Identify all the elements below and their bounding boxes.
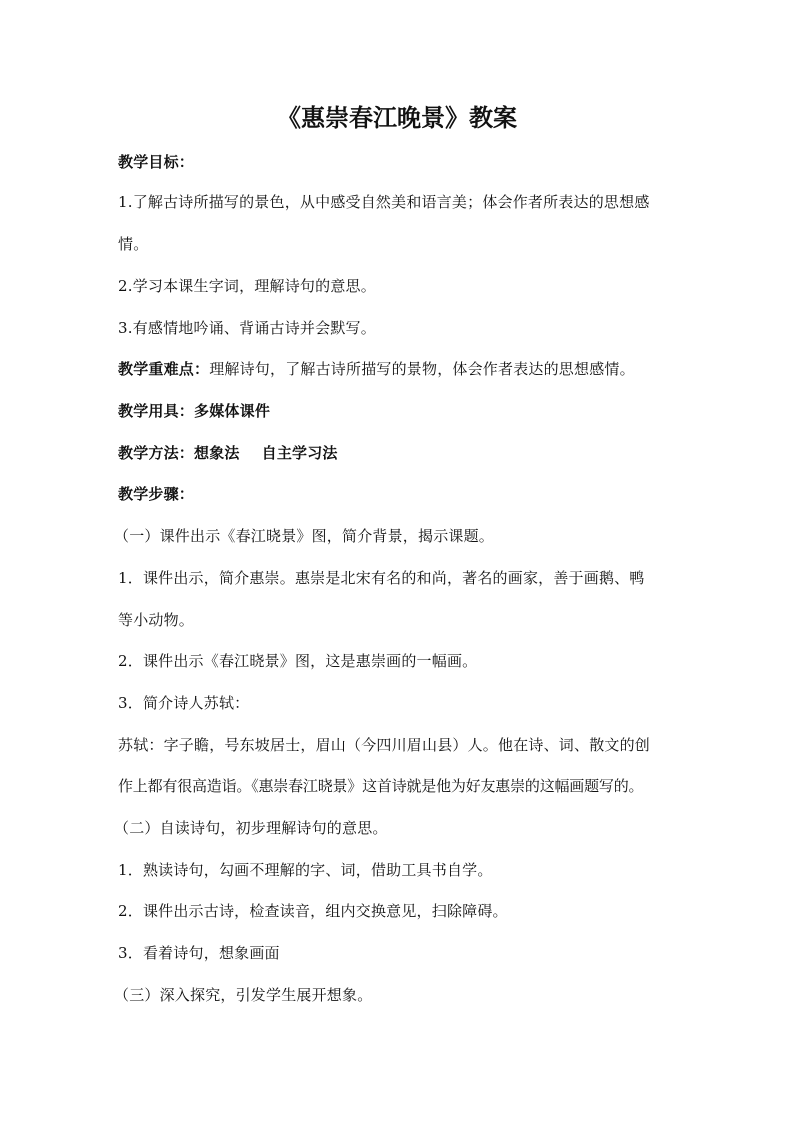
tools-row bbox=[118, 399, 270, 423]
goal-item-1-line-2: 情。 bbox=[118, 235, 149, 253]
steps-label: 教学步骤： bbox=[118, 485, 195, 503]
goal-item-3: 3.有感情地吟诵、背诵古诗并会默写。 bbox=[118, 319, 376, 337]
key-points-text: 理解诗句，了解古诗所描写的景物，体会作者表达的思想感情。 bbox=[209, 360, 635, 378]
step-part-1-item-1-line-2: 等小动物。 bbox=[118, 611, 195, 629]
step-part-2-item-2: 2．课件出示古诗，检查读音，组内交换意见，扫除障碍。 bbox=[118, 902, 508, 920]
tools-label: 教学用具： bbox=[118, 402, 195, 420]
step-part-2-heading: （二）自读诗句，初步理解诗句的意思。 bbox=[114, 819, 388, 837]
goal-item-2: 2.学习本课生字词，理解诗句的意思。 bbox=[118, 277, 376, 295]
su-shi-bio-line-1: 苏轼：字子瞻，号东坡居士，眉山（今四川眉山县）人。他在诗、词、散文的创 bbox=[118, 736, 651, 754]
method-1: 想象法 bbox=[194, 444, 240, 462]
step-part-1-item-3: 3．简介诗人苏轼： bbox=[118, 694, 250, 712]
step-part-2-item-3: 3．看着诗句，想象画面 bbox=[118, 944, 280, 962]
key-points-row bbox=[118, 357, 635, 381]
key-points-label: 教学重难点： bbox=[118, 360, 210, 378]
step-part-3-heading: （三）深入探究，引发学生展开想象。 bbox=[114, 986, 373, 1004]
document-title: 《惠崇春江晚景》教案 bbox=[277, 103, 517, 132]
methods-row bbox=[118, 441, 338, 465]
tools-text: 多媒体课件 bbox=[194, 402, 271, 420]
step-part-1-heading: （一）课件出示《春江晓景》图，简介背景，揭示课题。 bbox=[114, 527, 495, 545]
goal-item-1-line-1: 1.了解古诗所描写的景色，从中感受自然美和语言美；体会作者所表达的思想感 bbox=[118, 193, 650, 211]
methods-label: 教学方法： bbox=[118, 444, 195, 462]
step-part-1-item-1-line-1: 1．课件出示，简介惠崇。惠崇是北宋有名的和尚，著名的画家，善于画鹅、鸭 bbox=[118, 569, 645, 587]
goals-label: 教学目标： bbox=[118, 153, 195, 171]
step-part-1-item-2: 2．课件出示《春江晓景》图，这是惠崇画的一幅画。 bbox=[118, 652, 478, 670]
method-2: 自主学习法 bbox=[261, 444, 338, 462]
step-part-2-item-1: 1．熟读诗句，勾画不理解的字、词，借助工具书自学。 bbox=[118, 861, 493, 879]
su-shi-bio-line-2: 作上都有很高造诣。《惠崇春江晓景》这首诗就是他为好友惠崇的这幅画题写的。 bbox=[118, 777, 644, 795]
